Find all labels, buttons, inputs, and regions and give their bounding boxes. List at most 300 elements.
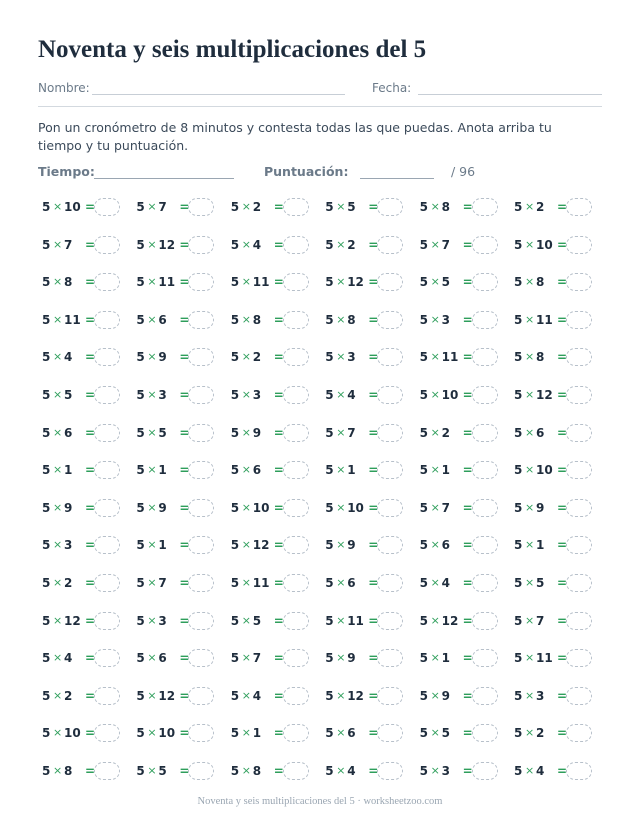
factor-a: 5 bbox=[419, 763, 428, 778]
answer-box[interactable] bbox=[377, 724, 403, 742]
answer-box[interactable] bbox=[566, 198, 592, 216]
factor-a: 5 bbox=[136, 763, 145, 778]
equals-sign: = bbox=[368, 237, 379, 252]
answer-box[interactable] bbox=[472, 649, 498, 667]
equals-sign: = bbox=[179, 500, 190, 515]
answer-box[interactable] bbox=[188, 499, 214, 517]
factor-b: 1 bbox=[252, 726, 262, 741]
equals-sign: = bbox=[462, 575, 473, 590]
problem bbox=[40, 385, 134, 405]
equals-sign: = bbox=[462, 651, 473, 666]
answer-box[interactable] bbox=[377, 198, 403, 216]
answer-box[interactable] bbox=[566, 687, 592, 705]
factor-b: 4 bbox=[64, 651, 73, 666]
factor-a: 5 bbox=[419, 275, 428, 290]
factor-a: 5 bbox=[514, 200, 523, 214]
factor-b: 2 bbox=[536, 200, 545, 214]
equals-sign: = bbox=[462, 425, 473, 440]
times-sign: × bbox=[525, 463, 535, 477]
times-sign: × bbox=[430, 726, 440, 740]
equals-sign: = bbox=[462, 200, 473, 214]
answer-box[interactable] bbox=[472, 461, 498, 479]
score-label: Puntuación: bbox=[264, 164, 349, 179]
answer-box[interactable] bbox=[94, 386, 120, 404]
answer-box[interactable] bbox=[566, 461, 592, 479]
problem bbox=[418, 535, 512, 555]
equals-sign: = bbox=[85, 726, 96, 741]
times-sign: × bbox=[147, 613, 157, 627]
problem bbox=[512, 460, 606, 480]
factor-a: 5 bbox=[325, 312, 334, 327]
problem bbox=[134, 310, 228, 330]
factor-a: 5 bbox=[419, 237, 428, 252]
times-sign: × bbox=[53, 200, 63, 213]
factor-a: 5 bbox=[514, 726, 523, 741]
factor-a: 5 bbox=[42, 613, 51, 628]
problem bbox=[323, 686, 417, 706]
factor-b: 5 bbox=[252, 613, 262, 628]
times-sign: × bbox=[241, 237, 252, 251]
answer-box[interactable] bbox=[283, 499, 309, 517]
problem bbox=[418, 347, 512, 367]
answer-box[interactable] bbox=[188, 762, 214, 780]
answer-box[interactable] bbox=[188, 724, 214, 742]
times-sign: × bbox=[147, 500, 157, 514]
factor-b: 1 bbox=[64, 463, 73, 478]
equals-sign: = bbox=[273, 387, 284, 402]
problem-row bbox=[40, 761, 600, 799]
answer-box[interactable] bbox=[283, 348, 309, 366]
factor-b: 10 bbox=[252, 500, 270, 515]
answer-box[interactable] bbox=[377, 687, 403, 705]
answer-box[interactable] bbox=[94, 687, 120, 705]
answer-box[interactable] bbox=[472, 724, 498, 742]
times-sign: × bbox=[147, 651, 157, 665]
problem-row bbox=[40, 347, 600, 385]
answer-box[interactable] bbox=[377, 461, 403, 479]
answer-box[interactable] bbox=[566, 273, 592, 291]
factor-b: 10 bbox=[64, 726, 81, 741]
factor-a: 5 bbox=[136, 237, 145, 252]
problem bbox=[512, 573, 606, 593]
equals-sign: = bbox=[462, 387, 473, 402]
factor-a: 5 bbox=[136, 200, 145, 214]
problem-row bbox=[40, 611, 600, 649]
answer-box[interactable] bbox=[188, 612, 214, 630]
answer-box[interactable] bbox=[283, 724, 309, 742]
answer-box[interactable] bbox=[94, 311, 120, 329]
times-sign: × bbox=[336, 688, 346, 702]
times-sign: × bbox=[241, 613, 252, 627]
answer-box[interactable] bbox=[472, 424, 498, 442]
problem bbox=[229, 573, 323, 593]
answer-box[interactable] bbox=[377, 311, 403, 329]
times-sign: × bbox=[53, 275, 63, 289]
equals-sign: = bbox=[368, 387, 379, 402]
answer-box[interactable] bbox=[377, 574, 403, 592]
factor-b: 3 bbox=[441, 312, 450, 327]
problem bbox=[134, 686, 228, 706]
problem-row bbox=[40, 385, 600, 423]
answer-box[interactable] bbox=[472, 273, 498, 291]
name-line[interactable] bbox=[92, 94, 345, 95]
times-sign: × bbox=[525, 688, 535, 702]
problem bbox=[512, 535, 606, 555]
times-sign: × bbox=[241, 350, 252, 364]
factor-a: 5 bbox=[136, 500, 145, 515]
equals-sign: = bbox=[85, 312, 96, 327]
equals-sign: = bbox=[85, 275, 96, 290]
answer-box[interactable] bbox=[377, 236, 403, 254]
equals-sign: = bbox=[273, 200, 284, 214]
answer-box[interactable] bbox=[283, 311, 309, 329]
answer-box[interactable] bbox=[472, 499, 498, 517]
times-sign: × bbox=[336, 425, 346, 439]
answer-box[interactable] bbox=[188, 348, 214, 366]
equals-sign: = bbox=[557, 237, 568, 252]
problem bbox=[40, 723, 134, 743]
times-sign: × bbox=[147, 688, 157, 702]
answer-box[interactable] bbox=[566, 536, 592, 554]
answer-box[interactable] bbox=[377, 386, 403, 404]
equals-sign: = bbox=[557, 200, 568, 214]
factor-b: 5 bbox=[158, 763, 167, 778]
factor-a: 5 bbox=[230, 688, 240, 703]
answer-box[interactable] bbox=[377, 612, 403, 630]
answer-box[interactable] bbox=[472, 612, 498, 630]
factor-a: 5 bbox=[325, 726, 334, 741]
answer-box[interactable] bbox=[566, 574, 592, 592]
equals-sign: = bbox=[179, 538, 190, 553]
times-sign: × bbox=[430, 763, 440, 777]
problem bbox=[134, 423, 228, 443]
problem-grid bbox=[40, 197, 600, 799]
answer-box[interactable] bbox=[377, 762, 403, 780]
times-sign: × bbox=[430, 237, 440, 251]
problem bbox=[40, 197, 134, 217]
factor-a: 5 bbox=[325, 651, 334, 666]
problem-row bbox=[40, 423, 600, 461]
equals-sign: = bbox=[85, 350, 96, 365]
times-sign: × bbox=[53, 575, 63, 589]
factor-a: 5 bbox=[230, 575, 240, 590]
times-sign: × bbox=[430, 425, 440, 439]
answer-box[interactable] bbox=[94, 574, 120, 592]
answer-box[interactable] bbox=[283, 461, 309, 479]
equals-sign: = bbox=[85, 688, 96, 703]
answer-box[interactable] bbox=[188, 687, 214, 705]
answer-box[interactable] bbox=[188, 649, 214, 667]
answer-box[interactable] bbox=[94, 724, 120, 742]
answer-box[interactable] bbox=[472, 687, 498, 705]
factor-a: 5 bbox=[230, 463, 240, 478]
factor-b: 11 bbox=[158, 275, 176, 290]
problem bbox=[512, 272, 606, 292]
answer-box[interactable] bbox=[283, 536, 309, 554]
answer-box[interactable] bbox=[283, 762, 309, 780]
answer-box[interactable] bbox=[283, 649, 309, 667]
equals-sign: = bbox=[557, 726, 568, 741]
times-sign: × bbox=[241, 575, 252, 589]
factor-a: 5 bbox=[514, 613, 523, 628]
problem bbox=[323, 272, 417, 292]
date-line[interactable] bbox=[418, 94, 602, 95]
answer-box[interactable] bbox=[188, 198, 214, 216]
equals-sign: = bbox=[557, 350, 568, 365]
times-sign: × bbox=[525, 651, 535, 665]
equals-sign: = bbox=[557, 538, 568, 553]
factor-a: 5 bbox=[514, 763, 523, 778]
problem bbox=[40, 761, 134, 781]
times-sign: × bbox=[430, 575, 440, 589]
factor-b: 9 bbox=[441, 688, 450, 703]
answer-box[interactable] bbox=[377, 499, 403, 517]
factor-b: 4 bbox=[347, 763, 356, 778]
answer-box[interactable] bbox=[283, 612, 309, 630]
answer-box[interactable] bbox=[283, 424, 309, 442]
answer-box[interactable] bbox=[188, 461, 214, 479]
factor-b: 3 bbox=[441, 763, 450, 778]
answer-box[interactable] bbox=[566, 424, 592, 442]
factor-a: 5 bbox=[230, 651, 240, 666]
answer-box[interactable] bbox=[188, 536, 214, 554]
factor-b: 1 bbox=[441, 651, 450, 666]
answer-box[interactable] bbox=[188, 236, 214, 254]
problem-row bbox=[40, 272, 600, 310]
factor-b: 7 bbox=[158, 200, 167, 214]
factor-a: 5 bbox=[419, 312, 428, 327]
factor-a: 5 bbox=[230, 275, 240, 290]
score-line[interactable] bbox=[360, 178, 434, 179]
factor-b: 12 bbox=[441, 613, 459, 628]
times-sign: × bbox=[53, 688, 63, 702]
times-sign: × bbox=[336, 538, 346, 552]
times-sign: × bbox=[147, 200, 157, 213]
equals-sign: = bbox=[462, 538, 473, 553]
equals-sign: = bbox=[179, 350, 190, 365]
times-sign: × bbox=[147, 275, 157, 289]
problem bbox=[40, 611, 134, 631]
answer-box[interactable] bbox=[472, 536, 498, 554]
times-sign: × bbox=[53, 651, 63, 665]
problem bbox=[40, 535, 134, 555]
factor-b: 10 bbox=[441, 387, 459, 402]
answer-box[interactable] bbox=[566, 499, 592, 517]
equals-sign: = bbox=[462, 350, 473, 365]
answer-box[interactable] bbox=[283, 574, 309, 592]
factor-b: 12 bbox=[158, 237, 176, 252]
problem bbox=[229, 347, 323, 367]
answer-box[interactable] bbox=[472, 311, 498, 329]
problem-row bbox=[40, 573, 600, 611]
factor-b: 5 bbox=[441, 275, 450, 290]
factor-a: 5 bbox=[136, 575, 145, 590]
factor-b: 12 bbox=[252, 538, 270, 553]
problem-row bbox=[40, 723, 600, 761]
factor-a: 5 bbox=[514, 350, 523, 365]
answer-box[interactable] bbox=[566, 311, 592, 329]
answer-box[interactable] bbox=[472, 386, 498, 404]
factor-b: 11 bbox=[347, 613, 364, 628]
factor-b: 11 bbox=[64, 312, 81, 327]
factor-a: 5 bbox=[136, 387, 145, 402]
equals-sign: = bbox=[368, 613, 379, 628]
answer-box[interactable] bbox=[188, 386, 214, 404]
answer-box[interactable] bbox=[94, 348, 120, 366]
equals-sign: = bbox=[273, 237, 284, 252]
equals-sign: = bbox=[85, 651, 96, 666]
equals-sign: = bbox=[557, 425, 568, 440]
equals-sign: = bbox=[273, 275, 284, 290]
factor-b: 3 bbox=[347, 350, 356, 365]
answer-box[interactable] bbox=[283, 198, 309, 216]
factor-b: 9 bbox=[252, 425, 262, 440]
factor-b: 8 bbox=[441, 200, 450, 214]
answer-box[interactable] bbox=[94, 273, 120, 291]
answer-box[interactable] bbox=[94, 424, 120, 442]
factor-a: 5 bbox=[42, 275, 51, 290]
answer-box[interactable] bbox=[377, 536, 403, 554]
answer-box[interactable] bbox=[94, 612, 120, 630]
problem bbox=[323, 761, 417, 781]
answer-box[interactable] bbox=[94, 236, 120, 254]
answer-box[interactable] bbox=[566, 348, 592, 366]
page-title: Noventa y seis multiplicaciones del 5 bbox=[38, 36, 427, 63]
times-sign: × bbox=[147, 726, 157, 740]
answer-box[interactable] bbox=[94, 536, 120, 554]
answer-box[interactable] bbox=[566, 649, 592, 667]
times-sign: × bbox=[525, 726, 535, 740]
equals-sign: = bbox=[368, 575, 379, 590]
answer-box[interactable] bbox=[188, 273, 214, 291]
factor-a: 5 bbox=[419, 613, 428, 628]
equals-sign: = bbox=[462, 688, 473, 703]
problem bbox=[229, 272, 323, 292]
answer-box[interactable] bbox=[283, 273, 309, 291]
answer-box[interactable] bbox=[94, 461, 120, 479]
equals-sign: = bbox=[368, 425, 379, 440]
equals-sign: = bbox=[462, 763, 473, 778]
times-sign: × bbox=[430, 312, 440, 326]
answer-box[interactable] bbox=[94, 499, 120, 517]
answer-box[interactable] bbox=[472, 198, 498, 216]
factor-b: 6 bbox=[252, 463, 262, 478]
answer-box[interactable] bbox=[188, 311, 214, 329]
factor-a: 5 bbox=[136, 538, 145, 553]
problem bbox=[512, 385, 606, 405]
answer-box[interactable] bbox=[566, 724, 592, 742]
times-sign: × bbox=[525, 763, 535, 777]
answer-box[interactable] bbox=[566, 386, 592, 404]
answer-box[interactable] bbox=[377, 348, 403, 366]
times-sign: × bbox=[147, 763, 157, 777]
answer-box[interactable] bbox=[472, 574, 498, 592]
answer-box[interactable] bbox=[188, 574, 214, 592]
problem bbox=[512, 611, 606, 631]
answer-box[interactable] bbox=[377, 649, 403, 667]
factor-b: 7 bbox=[441, 500, 450, 515]
factor-b: 11 bbox=[252, 275, 270, 290]
equals-sign: = bbox=[557, 500, 568, 515]
answer-box[interactable] bbox=[472, 762, 498, 780]
problem bbox=[418, 423, 512, 443]
factor-b: 3 bbox=[158, 387, 167, 402]
instructions-text: Pon un cronómetro de 8 minutos y contesta todas las que puedas. Anota arriba tu tiempo y tu puntuación. bbox=[38, 120, 552, 153]
equals-sign: = bbox=[462, 237, 473, 252]
answer-box[interactable] bbox=[94, 198, 120, 216]
header-divider bbox=[38, 106, 602, 107]
equals-sign: = bbox=[85, 763, 96, 778]
factor-b: 4 bbox=[252, 688, 262, 703]
answer-box[interactable] bbox=[94, 649, 120, 667]
answer-box[interactable] bbox=[94, 762, 120, 780]
problem-row bbox=[40, 310, 600, 348]
problem bbox=[40, 272, 134, 292]
answer-box[interactable] bbox=[566, 762, 592, 780]
problem bbox=[229, 761, 323, 781]
answer-box[interactable] bbox=[283, 386, 309, 404]
factor-b: 6 bbox=[158, 312, 167, 327]
answer-box[interactable] bbox=[472, 236, 498, 254]
factor-a: 5 bbox=[514, 575, 523, 590]
factor-a: 5 bbox=[136, 613, 145, 628]
factor-a: 5 bbox=[514, 425, 523, 440]
equals-sign: = bbox=[179, 463, 190, 478]
equals-sign: = bbox=[273, 350, 284, 365]
answer-box[interactable] bbox=[472, 348, 498, 366]
times-sign: × bbox=[241, 500, 252, 514]
factor-b: 6 bbox=[64, 425, 73, 440]
factor-a: 5 bbox=[514, 237, 523, 252]
problem bbox=[512, 686, 606, 706]
times-sign: × bbox=[147, 538, 157, 552]
times-sign: × bbox=[525, 275, 535, 289]
factor-a: 5 bbox=[419, 200, 428, 214]
times-sign: × bbox=[525, 387, 535, 401]
times-sign: × bbox=[430, 613, 440, 627]
answer-box[interactable] bbox=[377, 273, 403, 291]
factor-b: 1 bbox=[347, 463, 356, 478]
factor-a: 5 bbox=[42, 575, 51, 590]
factor-b: 6 bbox=[441, 538, 450, 553]
answer-box[interactable] bbox=[377, 424, 403, 442]
equals-sign: = bbox=[85, 500, 96, 515]
factor-b: 1 bbox=[441, 463, 450, 478]
equals-sign: = bbox=[462, 463, 473, 478]
factor-b: 9 bbox=[347, 538, 356, 553]
factor-b: 11 bbox=[441, 350, 459, 365]
equals-sign: = bbox=[462, 312, 473, 327]
factor-b: 1 bbox=[536, 538, 545, 553]
problem bbox=[323, 723, 417, 743]
factor-a: 5 bbox=[419, 350, 428, 365]
equals-sign: = bbox=[179, 763, 190, 778]
equals-sign: = bbox=[368, 538, 379, 553]
answer-box[interactable] bbox=[566, 612, 592, 630]
factor-a: 5 bbox=[325, 463, 334, 478]
equals-sign: = bbox=[273, 726, 284, 741]
problem bbox=[323, 347, 417, 367]
factor-b: 4 bbox=[347, 387, 356, 402]
answer-box[interactable] bbox=[283, 236, 309, 254]
answer-box[interactable] bbox=[566, 236, 592, 254]
answer-box[interactable] bbox=[188, 424, 214, 442]
factor-b: 11 bbox=[536, 312, 553, 327]
time-line[interactable] bbox=[94, 178, 234, 179]
answer-box[interactable] bbox=[283, 687, 309, 705]
problem bbox=[40, 347, 134, 367]
factor-a: 5 bbox=[325, 350, 334, 365]
